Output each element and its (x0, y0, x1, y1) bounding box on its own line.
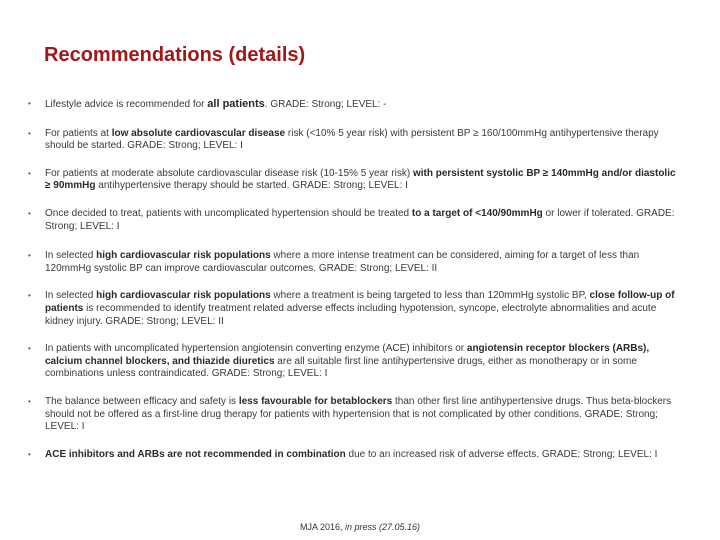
body-text: Lifestyle advice is recommended for (45, 99, 208, 110)
bullet-icon: • (28, 291, 31, 301)
body-text: where a more intense treatment can be considered, aiming for a target of less than 120mmHg systolic BP can improve cardiovascular outcomes. GRADE: Strong; LEVEL: II (45, 250, 640, 274)
citation-source: MJA 2016, (299, 522, 345, 532)
recommendation-item (28, 396, 676, 434)
body-text: In selected (45, 290, 97, 302)
body-text: is recommended to identify treatment related adverse effects including hypotension, syncope, electrolyte abnormalities and acute kidney injury. GRADE: Strong; LEVEL: II (45, 302, 657, 327)
emphasis-text: to a target of <140/90mmHg (411, 207, 543, 219)
body-text: For patients at moderate absolute cardiovascular disease risk (10-15% 5 year risk) (45, 167, 413, 179)
emphasis-text: high cardiovascular risk populations (96, 250, 271, 262)
citation-status: in press (27.05.16) (344, 522, 421, 532)
emphasis-text: angiotensin receptor blockers (ARBs), calcium channel blockers, and thiazide diuretics (45, 343, 650, 367)
recommendation-item (28, 449, 676, 462)
body-text: . GRADE: Strong; LEVEL: - (264, 99, 387, 110)
emphasis-text: less favourable for betablockers (238, 395, 393, 407)
bullet-icon: • (28, 344, 31, 354)
bullet-icon: • (28, 396, 31, 406)
recommendation-item (28, 290, 676, 328)
slide-title: Recommendations (details) (44, 44, 306, 66)
body-text: where a treatment is being targeted to less than 120mmHg systolic BP, (270, 290, 590, 302)
emphasis-text: ACE inhibitors and ARBs are not recommended in combination (45, 448, 346, 460)
body-text: or lower if tolerated. GRADE: Strong; LEVEL: I (45, 207, 675, 232)
recommendation-item (28, 168, 676, 193)
emphasis-text: with persistent systolic BP ≥ 140mmHg and/or diastolic ≥ 90mmHg (45, 167, 676, 192)
bullet-icon: • (28, 128, 31, 138)
bullet-icon: • (28, 168, 31, 178)
recommendation-item (28, 128, 676, 153)
bullet-icon: • (28, 251, 31, 261)
emphasis-text: low absolute cardiovascular disease (111, 127, 286, 139)
footer-citation (0, 522, 720, 532)
recommendation-item (28, 343, 676, 381)
bullet-icon: • (28, 449, 31, 459)
recommendation-item (28, 98, 676, 112)
body-text: than other first line antihypertensive drugs. Thus beta-blockers should not be offered as a first-line drug therapy for patients with hypertension that is not complicated by other conditions. GRADE: Strong; LEVEL: I (45, 395, 672, 433)
bullet-icon: • (28, 99, 31, 108)
recommendation-item (28, 208, 676, 233)
emphasis-text: all patients (207, 98, 265, 110)
body-text: For patients at (45, 127, 112, 139)
body-text: Once decided to treat, patients with uncomplicated hypertension should be treated (45, 207, 412, 219)
emphasis-text: high cardiovascular risk populations (96, 290, 271, 302)
body-text: The balance between efficacy and safety is (45, 395, 239, 407)
body-text: In selected (45, 250, 97, 262)
bullet-icon: • (28, 208, 31, 218)
emphasis-text: close follow-up of patients (45, 290, 675, 314)
body-text: antihypertensive therapy should be started. GRADE: Strong; LEVEL: I (95, 180, 408, 192)
body-text: are all suitable first line antihypertensive drugs, either as monotherapy or in some combinations unless contraindicated. GRADE: Strong; LEVEL: I (45, 355, 637, 380)
body-text: due to an increased risk of adverse effects. GRADE: Strong; LEVEL: I (345, 448, 658, 460)
body-text: In patients with uncomplicated hypertension angiotensin converting enzyme (ACE) inhibitors or (45, 343, 467, 355)
body-text: risk (<10% 5 year risk) with persistent BP ≥ 160/100mmHg antihypertensive therapy should be started. GRADE: Strong; LEVEL: I (45, 127, 659, 152)
recommendation-list (28, 98, 676, 461)
recommendation-item (28, 250, 676, 275)
